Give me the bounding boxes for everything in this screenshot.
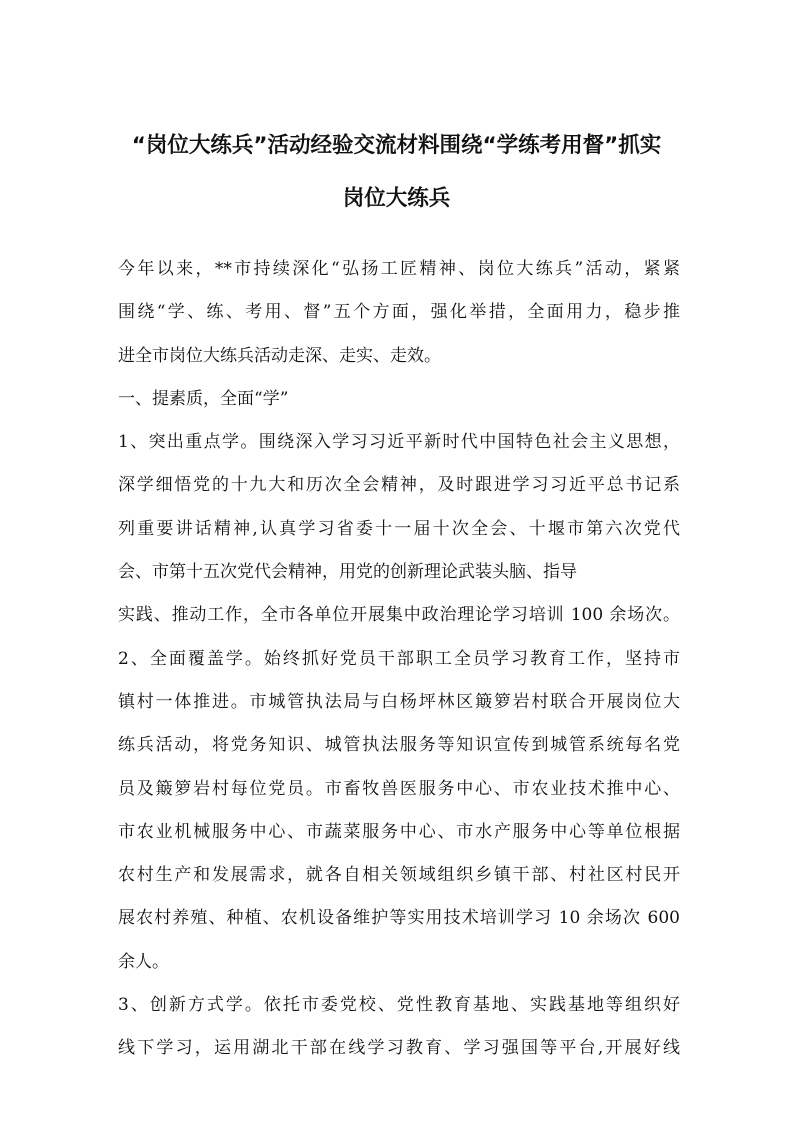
paragraph-line: 农村生产和发展需求，就各自相关领域组织乡镇干部、村社区村民开 — [118, 865, 680, 886]
paragraph-line: 练兵活动，将党务知识、城管执法服务等知识宣传到城管系统每名党 — [118, 735, 680, 756]
paragraph-line: 今年以来，**市持续深化“弘扬工匠精神、岗位大练兵”活动，紧紧 — [118, 259, 680, 279]
paragraph-line: 镇村一体推进。市城管执法局与白杨坪林区簸箩岩村联合开展岗位大 — [118, 691, 680, 712]
paragraph-line: 展农村养殖、种植、农机设备维护等实用技术培训学习 10 余场次 600 — [118, 908, 680, 929]
paragraph-line: 列重要讲话精神,认真学习省委十一届十次全会、十堰市第六次党代 — [118, 518, 680, 539]
paragraph-line: 1、突出重点学。围绕深入学习习近平新时代中国特色社会主义思想， — [118, 432, 680, 453]
paragraph-line: 会、市第十五次党代会精神，用党的创新理论武装头脑、指导 — [118, 562, 577, 583]
document-title-line-2: 岗位大练兵 — [342, 186, 451, 211]
paragraph-line: 市农业机械服务中心、市蔬菜服务中心、市水产服务中心等单位根据 — [118, 821, 680, 842]
paragraph-line: 2、全面覆盖学。始终抓好党员干部职工全员学习教育工作，坚持市 — [118, 648, 680, 669]
paragraph-line: 深学细悟党的十九大和历次全会精神，及时跟进学习习近平总书记系 — [118, 475, 680, 496]
document-title-line-1: “岗位大练兵”活动经验交流材料围绕“学练考用督”抓实 — [131, 133, 662, 158]
paragraph-line: 3、创新方式学。依托市委党校、党性教育基地、实践基地等组织好 — [118, 995, 680, 1016]
paragraph-line: 进全市岗位大练兵活动走深、走实、走效。 — [118, 345, 441, 366]
document-body — [118, 248, 680, 1071]
section-heading: 一、提素质，全面“学” — [118, 388, 289, 409]
paragraph-line: 实践、推动工作，全市各单位开展集中政治理论学习培训 100 余场次。 — [118, 605, 680, 626]
paragraph-line: 员及簸箩岩村每位党员。市畜牧兽医服务中心、市农业技术推中心、 — [118, 778, 680, 799]
paragraph-line: 线下学习，运用湖北干部在线学习教育、学习强国等平台,开展好线 — [118, 1038, 680, 1059]
paragraph-line: 余人。 — [118, 951, 169, 972]
paragraph-line: 围绕“学、练、考用、督”五个方面，强化举措，全面用力，稳步推 — [118, 302, 680, 323]
